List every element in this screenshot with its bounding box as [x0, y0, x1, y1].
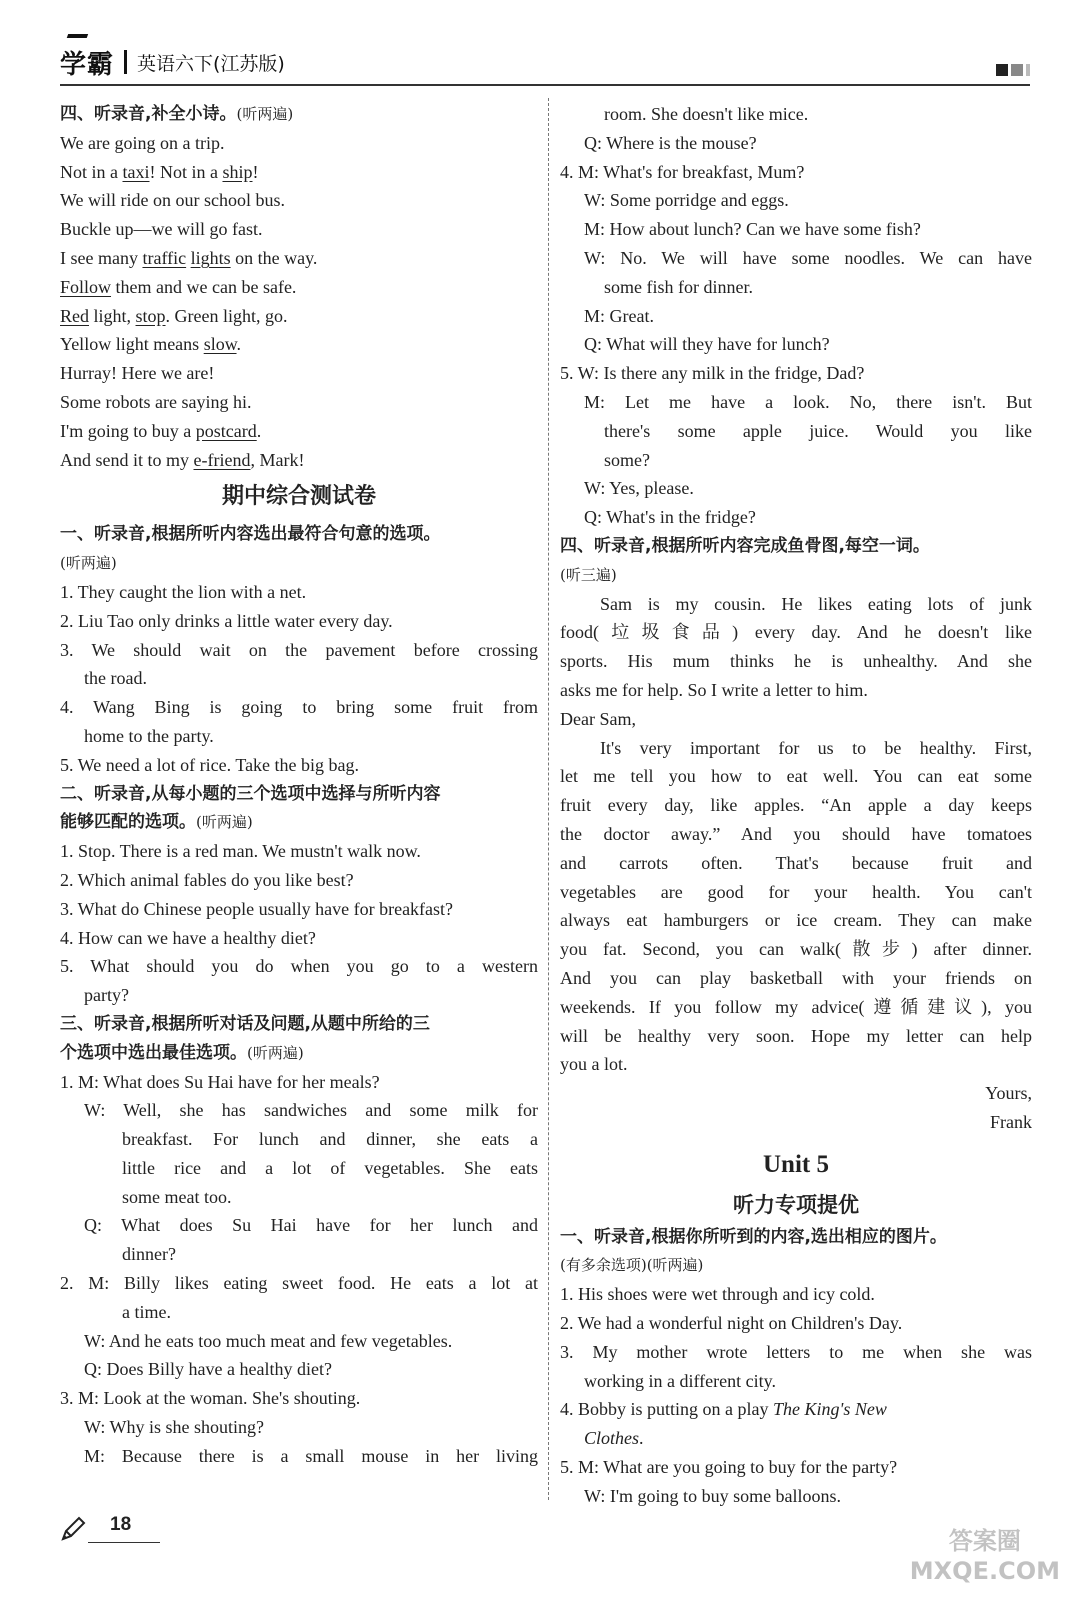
- list-item-cont: party?: [84, 985, 129, 1006]
- header-rule: [60, 84, 1030, 86]
- list-item: 4. How can we have a healthy diet?: [60, 927, 316, 948]
- dialogue-line: M: Let me have a look. No, there isn't. But: [584, 391, 1032, 412]
- letter-line: let me tell you how to eat well. You can eat some: [560, 766, 1032, 787]
- dialogue-line: little rice and a lot of vegetables. She eats: [122, 1157, 538, 1178]
- dialogue-line: some fish for dinner.: [604, 276, 753, 297]
- list-item-cont: home to the party.: [84, 725, 214, 746]
- list-item: 5. What should you do when you go to a western: [60, 956, 538, 977]
- list-item: 2. We had a wonderful night on Children's Day.: [560, 1313, 903, 1334]
- dialogue-line: M: How about lunch? Can we have some fish?: [584, 219, 921, 240]
- letter-line: And you can play basketball with your friends on: [560, 967, 1032, 988]
- letter-line: vegetables are good for your health. You can't: [560, 881, 1032, 902]
- section-title: 能够匹配的选项。(听两遍): [60, 812, 253, 833]
- dialogue-line: Q: What's in the fridge?: [584, 507, 756, 528]
- dialogue-line: 2. M: Billy likes eating sweet food. He eats a lot at: [60, 1273, 538, 1294]
- list-item: 4. Wang Bing is going to bring some fruit from: [60, 697, 538, 718]
- page-header: [60, 42, 1030, 88]
- letter-line: you a lot.: [560, 1054, 628, 1075]
- dialogue-line: room. She doesn't like mice.: [604, 104, 809, 124]
- section-title: 一、听录音,根据你所听到的内容,选出相应的图片。: [560, 1226, 947, 1247]
- list-item: 3. What do Chinese people usually have for breakfast?: [60, 898, 454, 919]
- letter-line: It's very important for us to be healthy. First,: [600, 737, 1032, 758]
- dialogue-line: M: Because there is a small mouse in her living: [84, 1445, 538, 1466]
- poem-line: Buckle up—we will go fast.: [60, 219, 263, 240]
- dialogue-line: 3. M: Look at the woman. She's shouting.: [60, 1388, 361, 1409]
- poem-line: And send it to my e-friend, Mark!: [60, 449, 305, 470]
- section-title: 个选项中选出最佳选项。(听两遍): [60, 1042, 304, 1063]
- column-divider: [548, 98, 549, 1500]
- poem-line: Red light, stop. Green light, go.: [60, 305, 288, 326]
- letter-signature: Frank: [990, 1111, 1032, 1132]
- list-item: 1. His shoes were wet through and icy cold.: [560, 1284, 875, 1305]
- footer-rule: [88, 1542, 160, 1543]
- letter-line: and carrots often. That's because fruit and: [560, 852, 1032, 873]
- unit-subtitle: 听力专项提优: [733, 1192, 859, 1217]
- dialogue-line: W: Yes, please.: [584, 478, 694, 499]
- section-note: (听三遍): [560, 565, 617, 584]
- poem-line: We are going on a trip.: [60, 132, 225, 153]
- letter-line: fruit every day, like apples. “An apple a day keeps: [560, 795, 1032, 816]
- dialogue-line: 1. M: What does Su Hai have for her meals?: [60, 1071, 380, 1092]
- letter-greeting: Dear Sam,: [560, 708, 636, 729]
- list-item: 2. Which animal fables do you like best?: [60, 869, 354, 890]
- dialogue-line: M: Great.: [584, 305, 654, 326]
- dialogue-line: 5. W: Is there any milk in the fridge, Dad?: [560, 363, 865, 384]
- list-item: 4. Bobby is putting on a play The King's New: [560, 1399, 887, 1420]
- dialogue-line: dinner?: [122, 1244, 176, 1265]
- poem-line: I'm going to buy a postcard.: [60, 420, 262, 441]
- book-subtitle: 英语六下(江苏版): [137, 52, 285, 75]
- midterm-title: 期中综合测试卷: [221, 484, 376, 510]
- list-item: 1. They caught the lion with a net.: [60, 581, 307, 602]
- letter-line: will be healthy very soon. Hope my letter can help: [560, 1025, 1032, 1046]
- poem-line: Not in a taxi! Not in a ship!: [60, 161, 259, 182]
- page-marks-icon: [996, 64, 1030, 76]
- dialogue-line: W: No. We will have some noodles. We can have: [584, 247, 1032, 268]
- dialogue-line: there's some apple juice. Would you like: [604, 420, 1032, 441]
- left-column: [60, 100, 538, 1471]
- section-title: 三、听录音,根据所听对话及问题,从题中所给的三: [60, 1013, 430, 1034]
- dialogue-line: Q: What will they have for lunch?: [584, 334, 830, 355]
- letter-line: weekends. If you follow my advice(遵循建议), you: [560, 996, 1032, 1017]
- list-item-cont: Clothes.: [584, 1428, 644, 1449]
- dialogue-line: Q: Where is the mouse?: [584, 132, 757, 153]
- poem-line: Follow them and we can be safe.: [60, 276, 297, 297]
- poem-line: I see many traffic lights on the way.: [60, 247, 318, 268]
- brand: [60, 42, 285, 82]
- dialogue-line: W: Why is she shouting?: [84, 1417, 264, 1438]
- poem-line: Yellow light means slow.: [60, 334, 242, 355]
- pencil-icon: [60, 1516, 86, 1542]
- list-item: 2. Liu Tao only drinks a little water every day.: [60, 610, 393, 631]
- letter-line: the doctor away.” And you should have tomatoes: [560, 823, 1032, 844]
- dialogue-line: W: Well, she has sandwiches and some milk for: [84, 1100, 538, 1121]
- brand-logo: 学霸: [60, 49, 115, 80]
- section-title: 一、听录音,根据所听内容选出最符合句意的选项。: [60, 524, 441, 545]
- list-item-cont: working in a different city.: [584, 1370, 776, 1391]
- letter-closing: Yours,: [985, 1083, 1032, 1104]
- section-note: (听两遍): [60, 554, 117, 573]
- right-column: [560, 100, 1032, 1511]
- dialogue-line: W: And he eats too much meat and few vegetables.: [84, 1330, 453, 1351]
- poem-line: Hurray! Here we are!: [60, 363, 215, 384]
- dialogue-line: some meat too.: [122, 1186, 232, 1207]
- dialogue-line: W: I'm going to buy some balloons.: [584, 1485, 842, 1506]
- dialogue-line: W: Some porridge and eggs.: [584, 190, 789, 211]
- passage-line: Sam is my cousin. He likes eating lots of junk: [600, 593, 1032, 614]
- letter-line: you fat. Second, you can walk(散步) after dinner.: [560, 939, 1032, 960]
- list-item-cont: the road.: [84, 668, 147, 689]
- letter-line: always eat hamburgers or ice cream. They can make: [560, 910, 1032, 931]
- brand-divider: [124, 50, 127, 74]
- dialogue-line: breakfast. For lunch and dinner, she eats a: [122, 1129, 538, 1150]
- section-title: 四、听录音,根据所听内容完成鱼骨图,每空一词。: [560, 535, 930, 556]
- list-item: 1. Stop. There is a red man. We mustn't walk now.: [60, 841, 421, 862]
- passage-line: food(垃圾食品) every day. And he doesn't like: [560, 622, 1032, 643]
- watermark: 答案圈 MXQE.COM: [909, 1527, 1060, 1585]
- page-number: 18: [110, 1514, 132, 1535]
- dialogue-line: some?: [604, 449, 650, 470]
- poem-line: Some robots are saying hi.: [60, 391, 252, 412]
- dialogue-line: Q: What does Su Hai have for her lunch and: [84, 1215, 538, 1236]
- dialogue-line: a time.: [122, 1301, 171, 1322]
- list-item: 5. We need a lot of rice. Take the big bag.: [60, 754, 360, 775]
- dialogue-line: 5. M: What are you going to buy for the party?: [560, 1457, 898, 1478]
- poem-line: We will ride on our school bus.: [60, 190, 286, 211]
- passage-line: asks me for help. So I write a letter to him.: [560, 679, 868, 700]
- section-title: 二、听录音,从每小题的三个选项中选择与所听内容: [60, 783, 441, 804]
- page-footer: [60, 1512, 160, 1542]
- dialogue-line: Q: Does Billy have a healthy diet?: [84, 1359, 332, 1380]
- section-title: 四、听录音,补全小诗。(听两遍): [60, 104, 294, 124]
- list-item: 3. We should wait on the pavement before crossing: [60, 639, 538, 660]
- unit-title: Unit 5: [763, 1150, 829, 1178]
- dialogue-line: 4. M: What's for breakfast, Mum?: [560, 161, 805, 182]
- passage-line: sports. His mum thinks he is unhealthy. And she: [560, 651, 1032, 672]
- list-item: 3. My mother wrote letters to me when she was: [560, 1341, 1032, 1362]
- section-note: (有多余选项)(听两遍): [560, 1256, 704, 1275]
